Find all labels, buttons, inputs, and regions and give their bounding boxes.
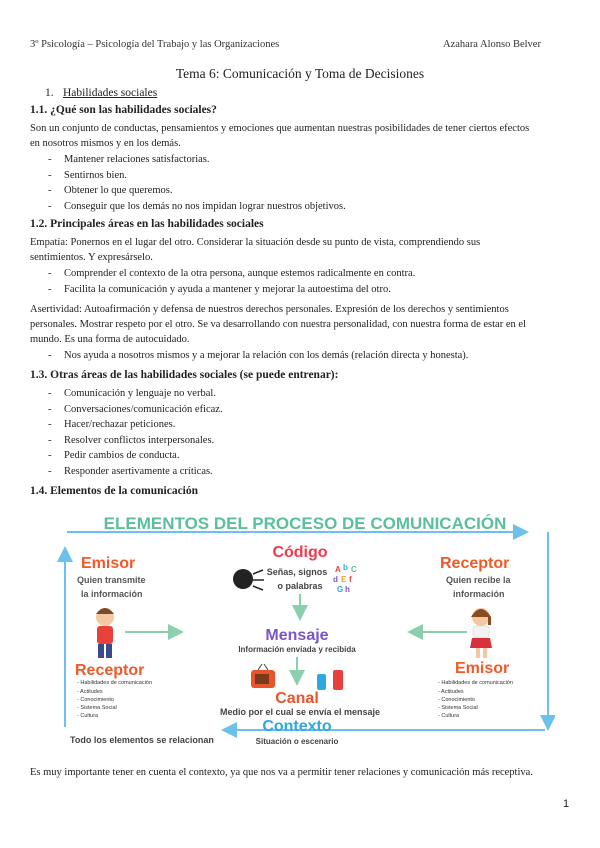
paragraph-line: sentimientos. Y expresárselo. — [30, 252, 153, 263]
emisor-left-desc: Quien transmite — [77, 575, 146, 585]
author-header: Azahara Alonso Belver — [443, 39, 541, 50]
list-item: - Conversaciones/comunicación eficaz. — [48, 402, 223, 418]
paragraph-line: Empatía: Ponernos en el lugar del otro. Considerar la situación desde su punto de vista, comprendiendo sus — [30, 237, 481, 248]
list-item: - Facilita la comunicación y ayuda a mantener y mejorar la autoestima del otro. — [48, 282, 415, 298]
receptor-left: Receptor — [75, 662, 145, 679]
bullet-list — [48, 386, 223, 479]
diagram-title: ELEMENTOS DEL PROCESO DE COMUNICACIÓN — [103, 514, 507, 533]
paragraph-line: en nosotros mismos y en los demás. — [30, 138, 181, 149]
course-header: 3º Psicología – Psicología del Trabajo y las Organizaciones — [30, 39, 280, 50]
subsection-heading: 1.2. Principales áreas en las habilidades sociales — [30, 218, 264, 230]
paragraph-line: mundo. Es una forma de autocuidado. — [30, 334, 190, 345]
svg-text:d: d — [333, 575, 338, 584]
svg-text:f: f — [349, 575, 352, 584]
phones-icon — [317, 670, 343, 690]
list-item: - Sentirnos bien. — [48, 168, 346, 184]
list-item: - Mantener relaciones satisfactorias. — [48, 152, 346, 168]
emisor-left: Emisor — [81, 555, 136, 572]
list-item: - Pedir cambios de conducta. — [48, 448, 223, 464]
codigo-desc: o palabras — [277, 581, 323, 591]
section-heading — [45, 87, 157, 99]
list-item: - Responder asertivamente a críticas. — [48, 464, 223, 480]
svg-text:A: A — [335, 565, 341, 574]
emisor-left-desc: la información — [81, 589, 143, 599]
trait-item: - Cultura — [77, 713, 99, 719]
list-item: - Resolver conflictos interpersonales. — [48, 433, 223, 449]
diagram-footer: Todo los elementos se relacionan — [70, 735, 214, 745]
paragraph-line: personales. Mostrar respeto por el otro. Se va desarrollando con nuestra personalidad, con nuestra forma de estar en el — [30, 319, 526, 330]
svg-text:E: E — [341, 575, 347, 584]
section-number: 1. — [45, 87, 54, 99]
trait-item: - Actitudes — [77, 689, 103, 695]
person-left-icon — [96, 608, 114, 658]
list-item: - Conseguir que los demás no nos impidan lograr nuestros objetivos. — [48, 199, 346, 215]
canal-label: Canal — [275, 690, 319, 707]
list-item: - Hacer/rechazar peticiones. — [48, 417, 223, 433]
receptor-right: Receptor — [440, 555, 510, 572]
codigo-desc: Señas, signos — [266, 567, 328, 577]
tv-icon — [251, 664, 275, 688]
section-label: Habilidades sociales — [63, 87, 158, 99]
trait-item: - Sistema Social — [77, 705, 117, 711]
speaking-head-icon — [233, 569, 264, 590]
trait-item: - Habilidades de comunicación — [438, 680, 513, 686]
list-item: - Obtener lo que queremos. — [48, 183, 346, 199]
receptor-right-desc: información — [453, 589, 505, 599]
right-traits — [438, 680, 513, 719]
bullet-list — [48, 266, 415, 297]
list-item: - Comunicación y lenguaje no verbal. — [48, 386, 223, 402]
subsection-heading: 1.3. Otras áreas de las habilidades sociales (se puede entrenar): — [30, 369, 339, 381]
mensaje-desc: Información enviada y recibida — [238, 645, 356, 654]
bullet-list — [48, 152, 346, 214]
mensaje-label: Mensaje — [265, 627, 329, 644]
svg-text:b: b — [343, 563, 348, 572]
subsection-heading: 1.1. ¿Qué son las habilidades sociales? — [30, 104, 217, 116]
trait-item: - Habilidades de comunicación — [77, 680, 152, 686]
paragraph-line: Asertividad: Autoafirmación y defensa de nuestros derechos personales. Expresión de los derechos y sentimientos — [30, 304, 509, 315]
trait-item: - Conocimiento — [77, 697, 114, 703]
svg-text:G: G — [337, 585, 344, 594]
svg-text:h: h — [345, 585, 350, 594]
trait-item: - Cultura — [438, 713, 460, 719]
trait-item: - Sistema Social — [438, 705, 478, 711]
letters-icon — [333, 563, 357, 594]
paragraph-line: Son un conjunto de conductas, pensamientos y emociones que aumentan nuestras posibilidades de tener ciertos efectos — [30, 123, 530, 134]
trait-item: - Actitudes — [438, 689, 464, 695]
page-number: 1 — [563, 798, 570, 810]
page-title: Tema 6: Comunicación y Toma de Decisiones — [175, 66, 425, 81]
trait-item: - Conocimiento — [438, 697, 475, 703]
closing-paragraph: Es muy importante tener en cuenta el contexto, ya que nos va a permitir tener relaciones y comunicación más receptiva. — [30, 767, 533, 778]
codigo-label: Código — [272, 544, 328, 561]
list-item: - Comprender el contexto de la otra persona, aunque estemos radicalmente en contra. — [48, 266, 415, 282]
canal-desc: Medio por el cual se envía el mensaje — [219, 707, 381, 717]
contexto-desc: Situación o escenario — [255, 737, 339, 746]
emisor-right: Emisor — [455, 660, 510, 677]
svg-text:C: C — [351, 565, 357, 574]
bullet-list — [48, 348, 468, 364]
person-right-icon — [470, 608, 492, 658]
list-item: - Nos ayuda a nosotros mismos y a mejorar la relación con los demás (relación directa y honesta). — [48, 348, 468, 364]
contexto-label: Contexto — [262, 718, 332, 735]
subsection-heading: 1.4. Elementos de la comunicación — [30, 485, 199, 497]
receptor-right-desc: Quien recibe la — [446, 575, 511, 585]
left-traits — [77, 680, 152, 719]
communication-diagram — [55, 502, 555, 748]
